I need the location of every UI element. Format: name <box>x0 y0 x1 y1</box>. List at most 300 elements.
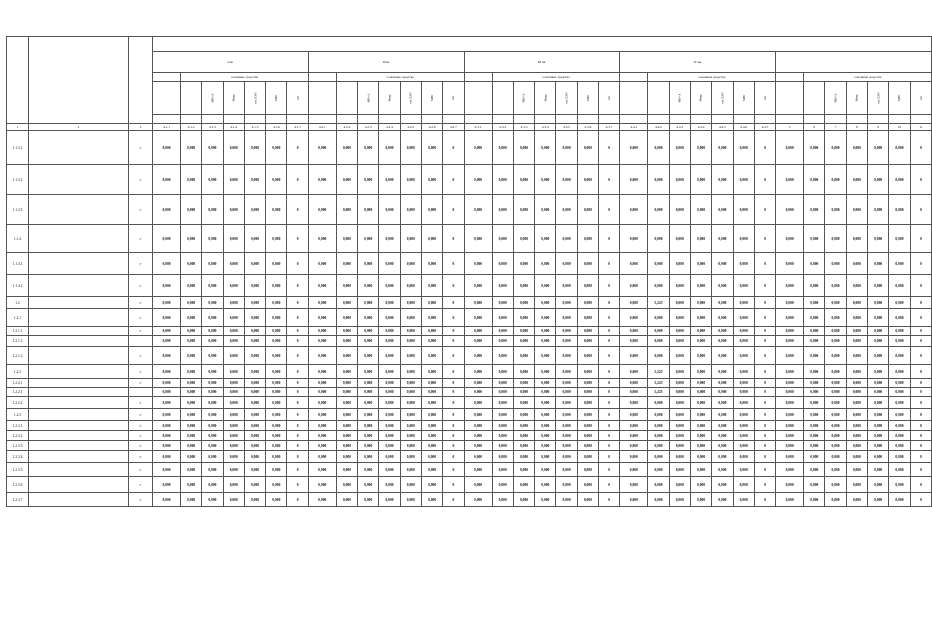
subgroup-b-header: основные средства <box>181 73 309 82</box>
value-cell: 0,000 <box>712 365 733 379</box>
value-cell: 0,000 <box>421 409 442 421</box>
table-row <box>7 347 932 365</box>
value-cell: 0,000 <box>804 397 825 409</box>
row-name <box>29 336 129 347</box>
value-cell: 0,000 <box>336 365 357 379</box>
value-cell: 0,000 <box>825 165 846 195</box>
value-cell: 0 <box>910 463 932 477</box>
value-cell: 0 <box>910 253 932 275</box>
value-cell: 0,000 <box>153 131 181 165</box>
value-cell: 0,000 <box>669 297 690 309</box>
value-cell: 0,000 <box>492 397 513 409</box>
value-cell: 0,000 <box>868 409 889 421</box>
value-cell: 0,000 <box>223 297 244 309</box>
row-name <box>29 409 129 421</box>
value-cell: 0,000 <box>577 379 598 388</box>
value-cell: 0,000 <box>358 379 379 388</box>
value-cell: 0,000 <box>400 297 421 309</box>
value-cell: 0,000 <box>868 309 889 327</box>
value-cell: 0,000 <box>712 225 733 253</box>
value-cell: 0,000 <box>181 451 202 463</box>
value-cell: 0,000 <box>400 309 421 327</box>
value-cell: 0,000 <box>669 493 690 507</box>
column-number: 4.3.4 <box>535 124 556 131</box>
unit-header <box>556 82 577 115</box>
value-cell: 0,000 <box>379 309 400 327</box>
value-cell: 0,000 <box>669 131 690 165</box>
value-cell: 0,000 <box>889 409 910 421</box>
value-cell: 0,000 <box>648 397 669 409</box>
column-number: 11 <box>910 124 932 131</box>
value-cell: 0,000 <box>202 347 223 365</box>
value-cell: 0,000 <box>804 463 825 477</box>
table-row <box>7 275 932 297</box>
column-number: 4.3.7 <box>599 124 620 131</box>
value-cell: 0 <box>754 397 775 409</box>
value-cell: 0,000 <box>648 309 669 327</box>
value-cell: 0,000 <box>620 477 648 493</box>
value-cell: 0,000 <box>556 165 577 195</box>
value-cell: 0,000 <box>266 309 287 327</box>
value-cell: 0,000 <box>889 327 910 336</box>
value-cell: 0,000 <box>733 397 754 409</box>
value-cell: 0,000 <box>400 477 421 493</box>
value-cell: 0,000 <box>535 275 556 297</box>
value-cell: 0,000 <box>308 195 336 225</box>
spacer-cell <box>669 115 690 124</box>
value-cell: 0,000 <box>492 165 513 195</box>
unit-header <box>358 82 379 115</box>
subgroup-a-header <box>153 73 181 82</box>
value-cell: 0,000 <box>620 131 648 165</box>
value-cell: 0,000 <box>846 388 867 397</box>
value-cell: 0,000 <box>868 379 889 388</box>
value-cell: 0,000 <box>804 195 825 225</box>
value-cell: 0,000 <box>336 421 357 431</box>
value-cell: 0,000 <box>400 397 421 409</box>
value-cell: 0,000 <box>776 253 804 275</box>
value-cell: 0 <box>910 165 932 195</box>
value-cell: 0,000 <box>464 336 492 347</box>
value-cell: 0,000 <box>712 165 733 195</box>
unit-header <box>910 82 932 115</box>
value-cell: 0,000 <box>733 327 754 336</box>
table-row <box>7 441 932 451</box>
value-cell: 0,000 <box>421 493 442 507</box>
value-cell: 0,000 <box>868 347 889 365</box>
unit-header <box>846 82 867 115</box>
value-cell: 0,000 <box>825 347 846 365</box>
table-row <box>7 297 932 309</box>
unit-header <box>513 82 534 115</box>
value-cell: 0,000 <box>690 379 711 388</box>
value-cell: 0,000 <box>244 431 265 441</box>
unit-header <box>181 82 202 115</box>
value-cell: 0,000 <box>400 421 421 431</box>
value-cell: 0,000 <box>358 131 379 165</box>
row-id: Г <box>129 297 153 309</box>
value-cell: 0,000 <box>379 463 400 477</box>
value-cell: 0 <box>287 397 308 409</box>
value-cell: 0,000 <box>223 397 244 409</box>
value-cell: 0,000 <box>358 397 379 409</box>
value-cell: 0,000 <box>535 388 556 397</box>
value-cell: 0,000 <box>421 165 442 195</box>
value-cell: 0 <box>754 477 775 493</box>
value-cell: 0,000 <box>181 441 202 451</box>
value-cell: 0,000 <box>492 365 513 379</box>
row-name <box>29 441 129 451</box>
value-cell: 0,000 <box>421 309 442 327</box>
value-cell: 0,000 <box>620 275 648 297</box>
value-cell: 0 <box>287 309 308 327</box>
value-cell: 0,000 <box>464 463 492 477</box>
unit-header <box>733 82 754 115</box>
value-cell: 0,000 <box>690 336 711 347</box>
value-cell: 0,000 <box>556 195 577 225</box>
value-cell: 0,000 <box>535 477 556 493</box>
value-cell: 0,000 <box>181 309 202 327</box>
value-cell: 0,000 <box>308 365 336 379</box>
value-cell: 0,000 <box>648 441 669 451</box>
column-number: 4.4.4 <box>690 124 711 131</box>
unit-header-label: МВт <box>585 94 590 102</box>
value-cell: 0,000 <box>690 309 711 327</box>
spacer-cell <box>910 115 932 124</box>
header-row-numbers <box>7 124 932 131</box>
value-cell: 0,000 <box>733 441 754 451</box>
value-cell: 0 <box>287 441 308 451</box>
value-cell: 0,000 <box>825 379 846 388</box>
value-cell: 0,000 <box>776 165 804 195</box>
value-cell: 0,000 <box>358 275 379 297</box>
value-cell: 0,000 <box>400 493 421 507</box>
value-cell: 0,000 <box>889 493 910 507</box>
value-cell: 0,000 <box>244 347 265 365</box>
table-row <box>7 195 932 225</box>
value-cell: 0,000 <box>202 195 223 225</box>
value-cell: 0,000 <box>400 165 421 195</box>
row-name <box>29 253 129 275</box>
value-cell: 0 <box>754 421 775 431</box>
value-cell: 0,000 <box>358 421 379 431</box>
value-cell: 0,000 <box>421 463 442 477</box>
value-cell: 0,000 <box>153 379 181 388</box>
spacer-cell <box>153 115 181 124</box>
value-cell: 0,000 <box>336 493 357 507</box>
value-cell: 0,000 <box>577 463 598 477</box>
value-cell: 0,000 <box>492 431 513 441</box>
value-cell: 0,000 <box>690 327 711 336</box>
value-cell: 0 <box>443 309 464 327</box>
value-cell: 0,000 <box>492 195 513 225</box>
value-cell: 0,000 <box>868 441 889 451</box>
value-cell: 0,000 <box>244 131 265 165</box>
row-code: 1.2.1.2 <box>7 347 29 365</box>
row-code: 1.2.3 <box>7 409 29 421</box>
value-cell: 0,000 <box>669 451 690 463</box>
value-cell: 0,000 <box>464 253 492 275</box>
value-cell: 0,000 <box>776 309 804 327</box>
value-cell: 0,000 <box>244 309 265 327</box>
value-cell: 0,000 <box>421 421 442 431</box>
value-cell: 0,000 <box>513 275 534 297</box>
value-cell: 0,000 <box>804 379 825 388</box>
value-cell: 0,000 <box>556 327 577 336</box>
value-cell: 0 <box>599 253 620 275</box>
value-cell: 0 <box>443 493 464 507</box>
spacer-cell <box>287 115 308 124</box>
row-name <box>29 451 129 463</box>
value-cell: 0,000 <box>181 336 202 347</box>
value-cell: 0 <box>754 463 775 477</box>
value-cell: 0,000 <box>690 275 711 297</box>
value-cell: 0,000 <box>776 225 804 253</box>
value-cell: 0,000 <box>804 365 825 379</box>
value-cell: 0,000 <box>868 327 889 336</box>
value-cell: 0,000 <box>825 431 846 441</box>
column-number: 4.2.5 <box>400 124 421 131</box>
table-row <box>7 336 932 347</box>
column-number: 4.4.2 <box>648 124 669 131</box>
value-cell: 0,000 <box>712 441 733 451</box>
value-cell: 0,000 <box>620 451 648 463</box>
row-id: Г <box>129 441 153 451</box>
unit-header-label: шт <box>918 96 923 100</box>
spacer-cell <box>712 115 733 124</box>
value-cell: 0 <box>599 275 620 297</box>
value-cell: 0,000 <box>669 225 690 253</box>
value-cell: 0,000 <box>202 441 223 451</box>
value-cell: 0,000 <box>804 297 825 309</box>
value-cell: 0,000 <box>733 275 754 297</box>
value-cell: 0 <box>910 451 932 463</box>
value-cell: 0,000 <box>648 131 669 165</box>
value-cell: 0,000 <box>733 388 754 397</box>
value-cell: 0,000 <box>358 225 379 253</box>
value-cell: 0,000 <box>513 379 534 388</box>
value-cell: 0,000 <box>889 431 910 441</box>
value-cell: 0,000 <box>620 441 648 451</box>
value-cell: 0,000 <box>648 195 669 225</box>
value-cell: 0,000 <box>244 365 265 379</box>
value-cell: 0,000 <box>336 131 357 165</box>
value-cell: 0,000 <box>556 297 577 309</box>
value-cell: 0,000 <box>868 388 889 397</box>
value-cell: 0,000 <box>577 131 598 165</box>
value-cell: 0 <box>443 379 464 388</box>
value-cell: 0,000 <box>513 309 534 327</box>
spacer-cell <box>754 115 775 124</box>
spacer-cell <box>804 115 825 124</box>
value-cell: 0,000 <box>153 225 181 253</box>
value-cell: 0,000 <box>513 253 534 275</box>
column-number: 4.1.2 <box>181 124 202 131</box>
value-cell: 0,000 <box>804 309 825 327</box>
value-cell: 0,000 <box>202 253 223 275</box>
value-cell: 0,000 <box>733 409 754 421</box>
value-cell: 0,000 <box>464 327 492 336</box>
value-cell: 0 <box>287 253 308 275</box>
value-cell: 0,000 <box>464 225 492 253</box>
value-cell: 0 <box>443 365 464 379</box>
table-row <box>7 365 932 379</box>
subgroup-a-header <box>776 73 804 82</box>
value-cell: 0 <box>443 165 464 195</box>
value-cell: 0,000 <box>776 451 804 463</box>
value-cell: 0,000 <box>421 379 442 388</box>
value-cell: 0,000 <box>535 225 556 253</box>
value-cell: 0,000 <box>889 275 910 297</box>
value-cell: 0,000 <box>223 431 244 441</box>
value-cell: 0,000 <box>492 327 513 336</box>
value-cell: 0,000 <box>223 309 244 327</box>
value-cell: 0,000 <box>846 397 867 409</box>
value-cell: 0 <box>443 431 464 441</box>
value-cell: 0,000 <box>379 165 400 195</box>
value-cell: 0,000 <box>266 195 287 225</box>
value-cell: 0,000 <box>223 347 244 365</box>
spacer-cell <box>336 115 357 124</box>
value-cell: 0,000 <box>648 253 669 275</box>
value-cell: 0,000 <box>889 225 910 253</box>
value-cell: 0,000 <box>202 327 223 336</box>
column-number: 3 <box>129 124 153 131</box>
value-cell: 0,000 <box>669 165 690 195</box>
value-cell: 0,000 <box>336 441 357 451</box>
value-cell: 0,000 <box>336 275 357 297</box>
value-cell: 0,000 <box>492 493 513 507</box>
column-number: 4.2.1 <box>308 124 336 131</box>
value-cell: 0,000 <box>577 421 598 431</box>
value-cell: 0,000 <box>153 409 181 421</box>
value-cell: 0 <box>754 409 775 421</box>
value-cell: 0 <box>599 195 620 225</box>
value-cell: 0,000 <box>620 195 648 225</box>
value-cell: 5,225 <box>648 365 669 379</box>
value-cell: 0,000 <box>308 253 336 275</box>
value-cell: 0,000 <box>868 225 889 253</box>
value-cell: 0,000 <box>400 388 421 397</box>
value-cell: 0,000 <box>804 493 825 507</box>
value-cell: 0 <box>910 421 932 431</box>
value-cell: 0,000 <box>336 309 357 327</box>
value-cell: 0,000 <box>358 365 379 379</box>
value-cell: 0,000 <box>181 409 202 421</box>
spacer-cell <box>358 115 379 124</box>
unit-header <box>669 82 690 115</box>
value-cell: 0,000 <box>669 379 690 388</box>
value-cell: 0,000 <box>379 365 400 379</box>
value-cell: 0,000 <box>266 431 287 441</box>
value-cell: 0,000 <box>181 365 202 379</box>
value-cell: 0,000 <box>308 347 336 365</box>
unit-header-label: шт <box>295 96 300 100</box>
value-cell: 0,000 <box>400 253 421 275</box>
value-cell: 0,000 <box>712 477 733 493</box>
table-row <box>7 379 932 388</box>
unit-header-label: Мвар <box>854 94 859 102</box>
row-code: 1.1.3.1 <box>7 131 29 165</box>
value-cell: 0,000 <box>244 397 265 409</box>
value-cell: 0,000 <box>266 131 287 165</box>
value-cell: 0,000 <box>358 431 379 441</box>
value-cell: 0,000 <box>690 365 711 379</box>
unit-header <box>599 82 620 115</box>
value-cell: 0,000 <box>421 397 442 409</box>
value-cell: 0,000 <box>513 297 534 309</box>
table-row <box>7 431 932 441</box>
value-cell: 0,000 <box>336 409 357 421</box>
value-cell: 0,000 <box>868 477 889 493</box>
column-number: 4.3.2 <box>492 124 513 131</box>
value-cell: 0,000 <box>556 421 577 431</box>
value-cell: 0,000 <box>868 493 889 507</box>
value-cell: 0,000 <box>181 431 202 441</box>
column-number: 9 <box>868 124 889 131</box>
value-cell: 0,000 <box>846 195 867 225</box>
value-cell: 0,000 <box>202 477 223 493</box>
value-cell: 0,000 <box>535 131 556 165</box>
value-cell: 0,000 <box>889 347 910 365</box>
column-number: 4.2.4 <box>379 124 400 131</box>
value-cell: 0,000 <box>244 409 265 421</box>
value-cell: 0,000 <box>336 347 357 365</box>
value-cell: 0,000 <box>244 195 265 225</box>
value-cell: 0,000 <box>577 336 598 347</box>
row-code: 1.2.3.1 <box>7 421 29 431</box>
value-cell: 0,000 <box>202 297 223 309</box>
value-cell: 0,000 <box>223 388 244 397</box>
value-cell: 0,000 <box>153 493 181 507</box>
value-cell: 0,000 <box>464 431 492 441</box>
value-cell: 0,000 <box>846 309 867 327</box>
value-cell: 0,000 <box>620 336 648 347</box>
unit-header <box>825 82 846 115</box>
value-cell: 5,225 <box>648 388 669 397</box>
value-cell: 0,000 <box>577 327 598 336</box>
value-cell: 0,000 <box>266 225 287 253</box>
value-cell: 0,000 <box>202 421 223 431</box>
column-number: 4.1.4 <box>223 124 244 131</box>
value-cell: 0,000 <box>690 477 711 493</box>
unit-header <box>464 82 492 115</box>
value-cell: 0,000 <box>846 379 867 388</box>
value-cell: 0,000 <box>244 275 265 297</box>
row-id: Г <box>129 431 153 441</box>
value-cell: 0,000 <box>336 165 357 195</box>
spacer-cell <box>421 115 442 124</box>
row-id: Г <box>129 493 153 507</box>
value-cell: 0,000 <box>620 253 648 275</box>
value-cell: 0,000 <box>153 165 181 195</box>
spacer-cell <box>513 115 534 124</box>
value-cell: 0 <box>287 165 308 195</box>
row-id: Г <box>129 421 153 431</box>
value-cell: 0,000 <box>620 463 648 477</box>
value-cell: 0,000 <box>620 165 648 195</box>
value-cell: 0,000 <box>535 165 556 195</box>
row-code: 1.2.2.2 <box>7 397 29 409</box>
value-cell: 0,000 <box>464 451 492 463</box>
value-cell: 0,000 <box>400 327 421 336</box>
value-cell: 0,000 <box>181 195 202 225</box>
value-cell: 0,000 <box>244 379 265 388</box>
value-cell: 0,000 <box>358 309 379 327</box>
value-cell: 0,000 <box>153 297 181 309</box>
value-cell: 0 <box>754 297 775 309</box>
value-cell: 0,000 <box>690 451 711 463</box>
